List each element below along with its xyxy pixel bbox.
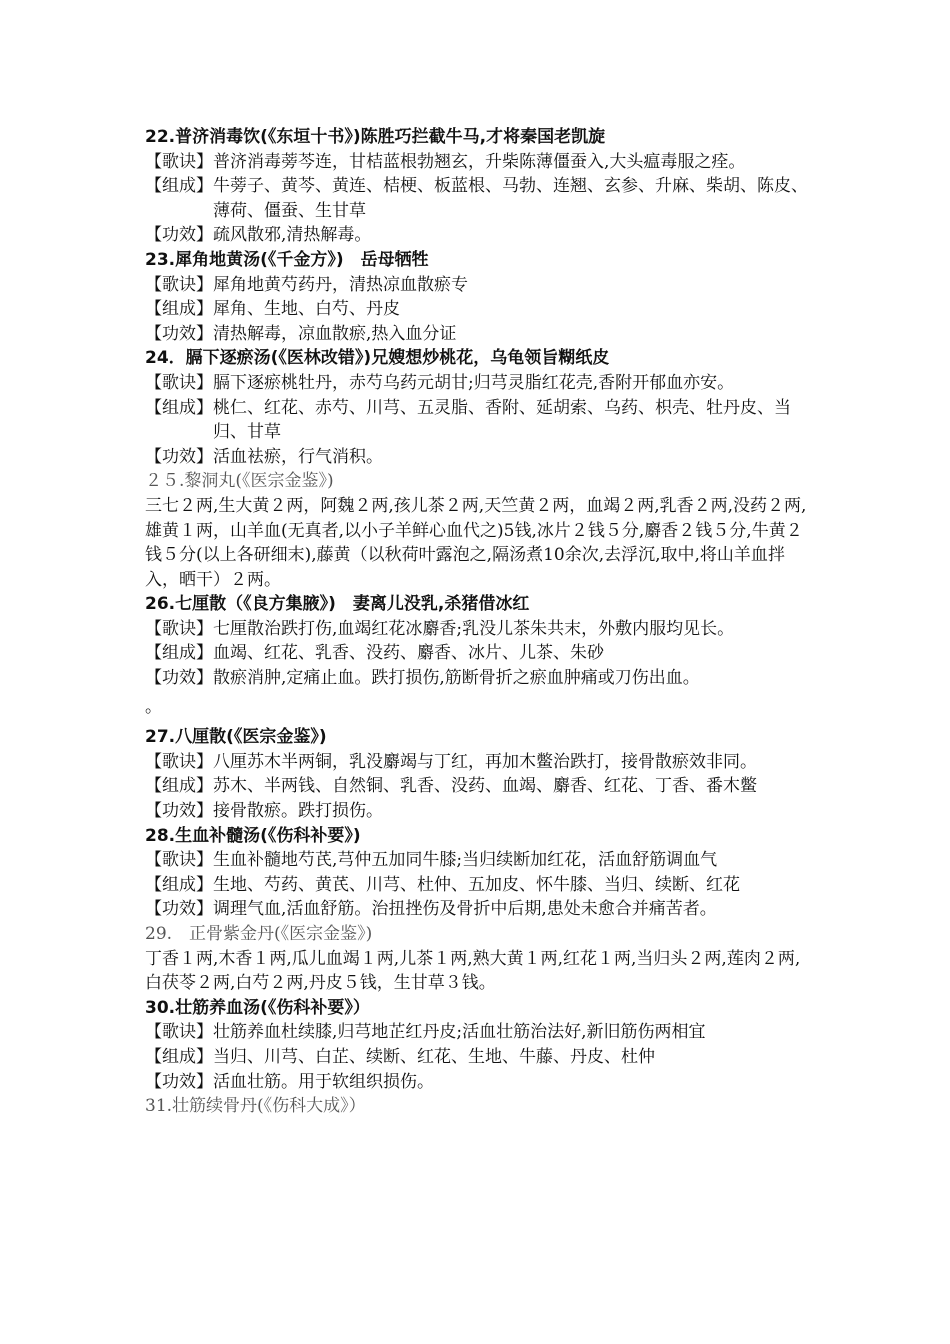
- gongxiao-text: 清热解毒，凉血散瘀,热入血分证: [213, 323, 457, 344]
- zucheng-text: 牛蒡子、黄芩、黄连、桔梗、板蓝根、马勃、连翘、玄参、升麻、柴胡、陈皮、薄荷、僵蚕、生甘草: [213, 176, 808, 221]
- geju-text: 普济消毒蒡芩连，甘桔蓝根勃翘玄，升柴陈薄僵蚕入,大头瘟毒服之痊。: [213, 151, 746, 172]
- gongxiao-text: 接骨散瘀。跌打损伤。: [213, 801, 383, 822]
- zucheng-label: 【组成】: [145, 1046, 213, 1067]
- gongxiao-text: 疏风散邪,清热解毒。: [213, 225, 372, 246]
- section-22-gongxiao: [145, 223, 817, 248]
- zucheng-text: 生地、芍药、黄芪、川芎、杜仲、五加皮、怀牛膝、当归、续断、红花: [213, 874, 740, 895]
- section-23-gongxiao: [145, 322, 817, 347]
- gongxiao-text: 活血袪瘀，行气消积。: [213, 446, 383, 467]
- section-26-title: 26.七厘散（《良方集腋》) 妻离儿没乳,杀猪借冰红: [145, 594, 530, 615]
- geju-label: 【歌诀】: [145, 1022, 213, 1043]
- geju-text: 膈下逐瘀桃牡丹，赤芍乌药元胡甘;归芎灵脂红花壳,香附开郁血亦安。: [213, 372, 735, 393]
- zucheng-label: 【组成】: [145, 643, 213, 664]
- section-26-zucheng: [145, 641, 817, 666]
- gongxiao-label: 【功效】: [145, 1071, 213, 1092]
- geju-text: 生血补髓地芍芪,芎仲五加同牛膝;当归续断加红花，活血舒筋调血气: [213, 850, 718, 871]
- section-23-zucheng: [145, 297, 817, 322]
- section-30-gongxiao: [145, 1070, 817, 1095]
- geju-label: 【歌诀】: [145, 372, 213, 393]
- section-28-geju: [145, 848, 817, 873]
- gongxiao-text: 活血壮筋。用于软组织损伤。: [213, 1071, 434, 1092]
- section-24-gongxiao: [145, 445, 817, 470]
- geju-text: 犀角地黄芍药丹，清热凉血散瘀专: [213, 274, 468, 295]
- section-26-geju: [145, 617, 817, 642]
- gongxiao-label: 【功效】: [145, 801, 213, 822]
- zucheng-label: 【组成】: [145, 776, 213, 797]
- zucheng-label: 【组成】: [145, 397, 213, 418]
- gongxiao-label: 【功效】: [145, 899, 213, 920]
- zucheng-text: 桃仁、红花、赤芍、川芎、五灵脂、香附、延胡索、乌药、枳壳、牡丹皮、当归、甘草: [213, 397, 791, 443]
- document-content: [145, 125, 817, 1119]
- zucheng-text: 当归、川芎、白芷、续断、红花、生地、牛藤、丹皮、杜仲: [213, 1046, 655, 1067]
- zucheng-label: 【组成】: [145, 299, 213, 320]
- geju-text: 七厘散治跌打伤,血竭红花冰麝香;乳没儿茶朱共末，外敷内服均见长。: [213, 618, 735, 639]
- section-27-geju: [145, 750, 817, 775]
- geju-label: 【歌诀】: [145, 751, 213, 772]
- geju-text: 壮筋养血杜续膝,归芎地芷红丹皮;活血壮筋治法好,新旧筋伤两相宜: [213, 1022, 706, 1043]
- section-24-geju: [145, 371, 817, 396]
- geju-text: 八厘苏木半两铜，乳没麝竭与丁红，再加木鳖治跌打，接骨散瘀效非同。: [213, 751, 757, 772]
- section-30-geju: [145, 1020, 817, 1045]
- section-30-zucheng: [145, 1045, 817, 1070]
- gongxiao-text: 散瘀消肿,定痛止血。跌打损伤,筋断骨折之瘀血肿痛或刀伤出血。: [213, 668, 700, 689]
- zucheng-label: 【组成】: [145, 874, 213, 895]
- section-27-title: 27.八厘散(《医宗金鉴》): [145, 727, 327, 748]
- section-27-gongxiao: [145, 799, 817, 824]
- section-24-title: 24．膈下逐瘀汤(《医林改错》)兄嫂想炒桃花，乌龟领旨糊纸皮: [145, 348, 610, 369]
- section-26-trailing-mark: 。: [145, 696, 162, 717]
- section-29-title: 29. 正骨紫金丹(《医宗金鉴》): [145, 924, 373, 944]
- section-29-body: 丁香１两,木香１两,瓜儿血竭１两,儿茶１两,熟大黄１两,红花１两,当归头２两,莲肉２两,白茯苓２两,白芍２两,丹皮５钱，生甘草３钱。: [145, 948, 801, 994]
- geju-label: 【歌诀】: [145, 151, 213, 172]
- section-25-title: ２５.黎洞丸(《医宗金鉴》): [145, 471, 334, 492]
- gongxiao-label: 【功效】: [145, 668, 213, 689]
- section-24-zucheng: [145, 396, 817, 445]
- zucheng-text: 犀角、生地、白芍、丹皮: [213, 299, 400, 320]
- zucheng-text: 血竭、红花、乳香、没药、麝香、冰片、儿茶、朱砂: [213, 643, 604, 664]
- section-22-geju: [145, 150, 817, 175]
- gongxiao-label: 【功效】: [145, 446, 213, 467]
- section-31-title: 31.壮筋续骨丹(《伤科大成》）: [145, 1096, 366, 1117]
- geju-label: 【歌诀】: [145, 850, 213, 871]
- zucheng-text: 苏木、半两钱、自然铜、乳香、没药、血竭、麝香、红花、丁香、番木鳖: [213, 776, 757, 797]
- section-22-title: 22.普济消毒饮(《东垣十书》)陈胜巧拦截牛马,才将秦国老凯旋: [145, 127, 606, 147]
- section-28-zucheng: [145, 873, 817, 898]
- section-28-gongxiao: [145, 897, 817, 922]
- section-26-gongxiao: [145, 666, 817, 691]
- geju-label: 【歌诀】: [145, 274, 213, 295]
- section-23-geju: [145, 273, 817, 298]
- section-23-title: 23.犀角地黄汤(《千金方》) 岳母牺牲: [145, 249, 429, 270]
- gongxiao-text: 调理气血,活血舒筋。治扭挫伤及骨折中后期,患处未愈合并痛苦者。: [213, 899, 717, 920]
- section-25-body: 三七２两,生大黄２两，阿魏２两,孩儿茶２两,天竺黄２两，血竭２两,乳香２两,没药２两,雄黄１两，山羊血(无真者,以小子羊鲜心血代之)5钱,冰片２钱５分,麝香２钱５分,牛黄２钱５分(以上各研细末),藤黄（以秋荷叶露泡之,隔汤煮10余次,去浮沉,取中,将山羊血拌入，晒干）２两。: [145, 495, 807, 590]
- section-22-zucheng: [145, 174, 817, 223]
- geju-label: 【歌诀】: [145, 618, 213, 639]
- gongxiao-label: 【功效】: [145, 323, 213, 344]
- section-27-zucheng: [145, 774, 817, 799]
- section-30-title: 30.壮筋养血汤(《伤科补要》）: [145, 997, 370, 1018]
- gongxiao-label: 【功效】: [145, 225, 213, 246]
- section-28-title: 28.生血补髓汤(《伤科补要》): [145, 825, 361, 846]
- zucheng-label: 【组成】: [145, 176, 213, 197]
